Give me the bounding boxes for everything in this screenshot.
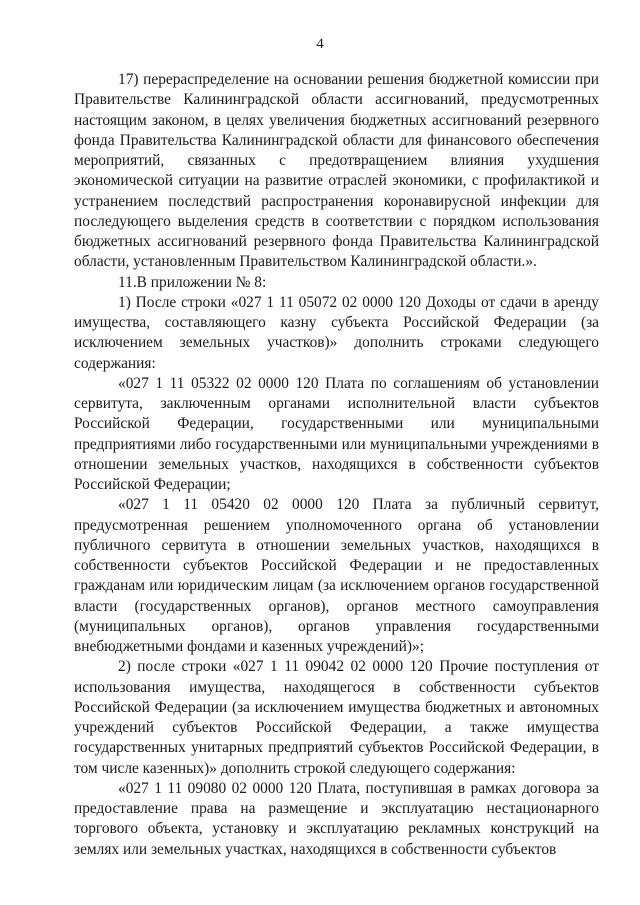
paragraph-code-05420: «027 1 11 05420 02 0000 120 Плата за публичный сервитут, предусмотренная решением уполномоченного органа об установлении публичного сервитута в отношении земельных участков, находящихся в собственности субъектов Российской Федерации и не предоставленных гражданам или юридическим лицам (за исключением органов государственной власти (государственных органов), органов местного самоуправления (муниципальных органов), органов управления государственными внебюджетными фондами и казенных учреждений)»; [74, 496, 599, 655]
page-number: 4 [316, 36, 324, 52]
paragraph-item-2: 2) после строки «027 1 11 09042 02 0000 120 Прочие поступления от использования имущества, находящегося в собственности субъектов Российской Федерации (за исключением имущества бюджетных и автономных учреждений субъектов Российской Федерации, а также имущества государственных унитарных предприятий субъектов Российской Федерации, в том числе казенных)» дополнить строкой следующего содержания: [74, 658, 599, 777]
paragraph-code-09080: «027 1 11 09080 02 0000 120 Плата, поступившая в рамках договора за предоставление права на размещение и эксплуатацию нестационарного торгового объекта, установку и эксплуатацию рекламных конструкций на землях или земельных участках, находящихся в собственности субъектов [74, 779, 599, 858]
paragraph-item-1: 1) После строки «027 1 11 05072 02 0000 120 Доходы от сдачи в аренду имущества, составляющего казну субъекта Российской Федерации (за исключением земельных участков)» дополнить строками следующего содержания: [74, 293, 599, 372]
paragraph-code-05322: «027 1 11 05322 02 0000 120 Плата по соглашениям об установлении сервитута, заключенным органами исполнительной власти субъектов Российской Федерации, государственными или муниципальными предприятиями либо государственными или муниципальными учреждениями в отношении земельных участков, находящихся в собственности субъектов Российской Федерации; [74, 374, 599, 493]
document-body [74, 70, 599, 860]
section-heading-appendix-8: 11.В приложении № 8: [118, 273, 267, 291]
paragraph-item-17: 17) перераспределение на основании решения бюджетной комиссии при Правительстве Калининградской области ассигнований, предусмотренных настоящим законом, в целях увеличения бюджетных ассигнований резервного фонда Правительства Калининградской области для финансового обеспечения мероприятий, связанных с предотвращением влияния ухудшения экономической ситуации на развитие отраслей экономики, с профилактикой и устранением последствий распространения коронавирусной инфекции для последующего выделения средств в соответствии с порядком использования бюджетных ассигнований резервного фонда Правительства Калининградской области, установленным Правительством Калининградской области.». [74, 71, 599, 271]
